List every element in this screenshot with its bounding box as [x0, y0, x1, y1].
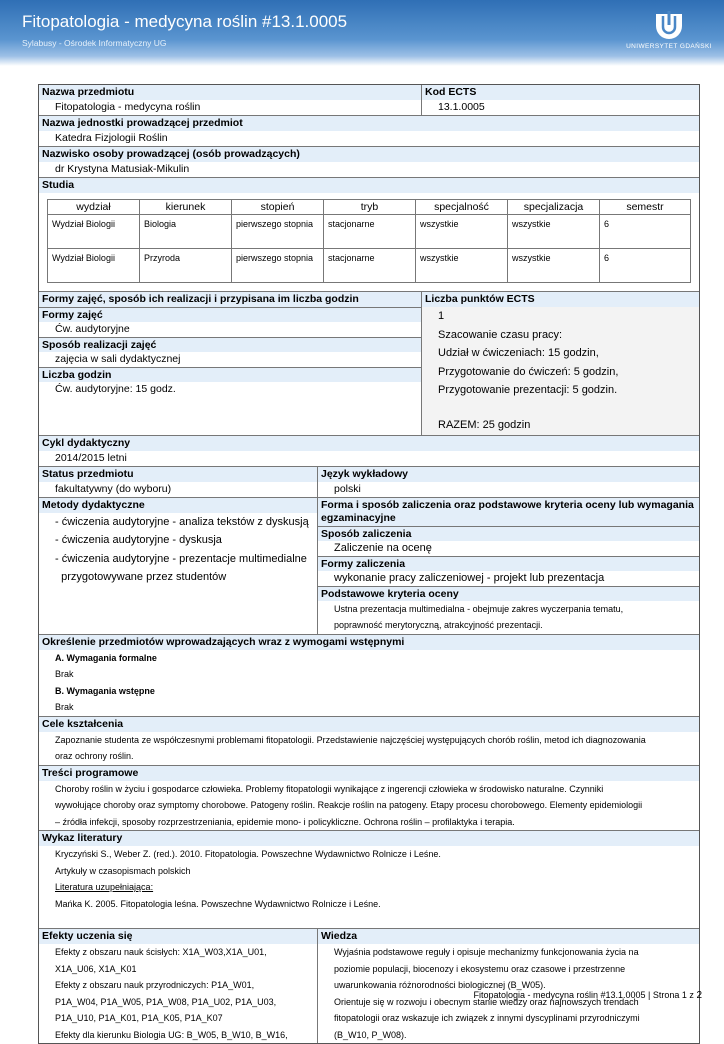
table-cell: Wydział Biologii	[48, 249, 140, 283]
initial-requirements-value: Brak	[55, 702, 74, 712]
contents-label: Treści programowe	[39, 766, 699, 781]
ects-points-line: Udział w ćwiczeniach: 15 godzin,	[438, 347, 599, 359]
total-pages: 2	[696, 990, 702, 1001]
language-value: polski	[334, 482, 361, 495]
contents-line: wywołujące choroby oraz symptomy chorobowe. Patogeny roślin. Reakcje roślin na patogeny. Etapy procesu chorobowego. Elementy epidemiologii	[55, 800, 643, 810]
knowledge-line: poziomie populacji, biocenozy i ekosystemu oraz czasowe i przestrzenne	[334, 963, 626, 974]
knowledge-line: Orientuje się w rozwoju i obecnym stanie wiedzy oraz najnowszych trendach	[334, 996, 639, 1007]
outcomes-line: X1A_U06, X1A_K01	[55, 963, 137, 974]
contents-line: – źródła infekcji, sposoby rozprzestrzeniania, epidemie mono- i policykliczne. Ochrona roślin – profilaktyka i terapia.	[55, 816, 515, 827]
table-cell: pierwszego stopnia	[232, 249, 324, 283]
goals-line: Zapoznanie studenta ze współczesnymi problemami fitopatologii. Przedstawienie najczęściej występujących chorób roślin, metod ich diagnozowania	[55, 734, 646, 745]
goals-label: Cele kształcenia	[39, 717, 699, 732]
teaching-method-item: przygotowywane przez studentów	[55, 571, 227, 583]
teaching-method-item: - ćwiczenia audytoryjne - analiza tekstów z dyskusją	[55, 515, 309, 528]
knowledge-line: fitopatologii oraz wskazuje ich związek z innymi dyscyplinami przyrodniczymi	[334, 1013, 640, 1023]
ects-points-label: Liczba punktów ECTS	[422, 292, 699, 307]
method-label: Sposób realizacji zajęć	[39, 337, 421, 352]
form-value: Ćw. audytoryjne	[55, 323, 130, 335]
studies-table	[47, 199, 691, 283]
status-value: fakultatywny (do wyboru)	[55, 482, 172, 495]
forms-label: Formy zajęć, sposób ich realizacji i przypisana im liczba godzin	[39, 292, 421, 307]
assessment-mode-label: Sposób zaliczenia	[318, 526, 699, 541]
page-header	[0, 0, 724, 66]
literature-item: Artykuły w czasopismach polskich	[55, 865, 191, 876]
column-header: specjalizacja	[508, 200, 600, 215]
prerequisites-label: Określenie przedmiotów wprowadzających wraz z wymogami wstępnymi	[39, 635, 699, 650]
ects-points-line: Przygotowanie prezentacji: 5 godzin.	[438, 384, 618, 396]
hours-label: Liczba godzin	[39, 367, 421, 382]
course-name-label: Nazwa przedmiotu	[39, 85, 421, 100]
assessment-criteria-line: Ustna prezentacja multimedialna - obejmuje zakres wyczerpania tematu,	[334, 603, 624, 614]
literature-label: Wykaz literatury	[39, 831, 699, 846]
column-header: wydział	[48, 200, 140, 215]
column-header: tryb	[324, 200, 416, 215]
literature-item: Kryczyński S., Weber Z. (red.). 2010. Fitopatologia. Powszechne Wydawnictwo Rolnicze i Leśne.	[55, 849, 441, 859]
column-header: specjalność	[416, 200, 508, 215]
table-cell: wszystkie	[416, 249, 508, 283]
table-cell: 6	[600, 215, 691, 249]
table-cell: stacjonarne	[324, 249, 416, 283]
cycle-label: Cykl dydaktyczny	[39, 436, 699, 451]
page-title: Fitopatologia - medycyna roślin #13.1.0005	[22, 12, 348, 31]
ects-points-line	[422, 400, 699, 417]
table-cell: stacjonarne	[324, 215, 416, 249]
table-cell: wszystkie	[416, 215, 508, 249]
knowledge-line: uwarunkowania różnorodności biologicznej (B_W05).	[334, 980, 546, 990]
table-cell: pierwszego stopnia	[232, 215, 324, 249]
form-label: Formy zajęć	[39, 307, 421, 322]
cycle-value: 2014/2015 letni	[55, 451, 127, 464]
lecturer-label: Nazwisko osoby prowadzącej (osób prowadzących)	[39, 147, 699, 162]
footer-text: Fitopatologia - medycyna roślin #13.1.0005 | Strona 1 z	[473, 990, 694, 1000]
studies-label: Studia	[39, 178, 699, 193]
table-row	[48, 249, 691, 283]
assessment-label: Forma i sposób zaliczenia oraz podstawowe kryteria oceny lub wymagania egzaminacyjne	[318, 498, 699, 526]
table-cell: Przyroda	[140, 249, 232, 283]
table-cell: 6	[600, 249, 691, 283]
outcomes-label: Efekty uczenia się	[39, 929, 317, 944]
university-logo	[626, 8, 712, 54]
initial-requirements-label: B. Wymagania wstępne	[55, 685, 155, 696]
method-value: zajęcia w sali dydaktycznej	[55, 353, 181, 365]
outcomes-line: Efekty z obszaru nauk ścisłych: X1A_W03,X1A_U01,	[55, 947, 267, 957]
ects-points-line: Szacowanie czasu pracy:	[438, 328, 563, 341]
knowledge-line: (B_W10, P_W08).	[334, 1029, 407, 1040]
outcomes-line: Efekty dla kierunku Biologia UG: B_W05, B_W10, B_W16,	[55, 1029, 288, 1040]
contents-line: Choroby roślin w życiu i gospodarce człowieka. Problemy fitopatologii wynikające z ingerencji człowieka w środowisko naturalne. Czynniki	[55, 783, 604, 794]
table-cell: wszystkie	[508, 249, 600, 283]
status-label: Status przedmiotu	[39, 467, 317, 482]
ects-code: 13.1.0005	[438, 101, 485, 113]
unit-label: Nazwa jednostki prowadzącej przedmiot	[39, 116, 699, 131]
assessment-forms-value: wykonanie pracy zaliczeniowej - projekt lub prezentacja	[334, 571, 605, 584]
table-cell: wszystkie	[508, 215, 600, 249]
knowledge-line: Wyjaśnia podstawowe reguły i opisuje mechanizmy funkcjonowania życia na	[334, 947, 639, 957]
goals-line: oraz ochrony roślin.	[55, 751, 134, 761]
outcomes-line: Efekty z obszaru nauk przyrodniczych: P1A_W01,	[55, 980, 255, 990]
supplementary-literature-label: Literatura uzupełniająca:	[55, 882, 154, 892]
studies-header-row	[48, 200, 691, 215]
formal-requirements-value: Brak	[55, 669, 74, 679]
table-cell: Biologia	[140, 215, 232, 249]
column-header: semestr	[600, 200, 691, 215]
hours-value: Ćw. audytoryjne: 15 godz.	[55, 383, 176, 395]
page-subtitle: Sylabusy - Ośrodek Informatyczny UG	[22, 38, 167, 48]
column-header: stopień	[232, 200, 324, 215]
page-footer	[473, 990, 702, 1001]
logo-text: UNIWERSYTET GDAŃSKI	[626, 43, 712, 50]
course-row	[39, 85, 699, 115]
table-row	[48, 215, 691, 249]
formal-requirements-label: A. Wymagania formalne	[55, 652, 157, 663]
ects-code-label: Kod ECTS	[422, 85, 699, 100]
literature-item: Mańka K. 2005. Fitopatologia leśna. Powszechne Wydawnictwo Rolnicze i Leśne.	[55, 898, 381, 909]
course-name: Fitopatologia - medycyna roślin	[55, 101, 201, 113]
assessment-mode-value: Zaliczenie na ocenę	[334, 541, 432, 554]
knowledge-label: Wiedza	[318, 929, 699, 944]
assessment-forms-label: Formy zaliczenia	[318, 556, 699, 571]
outcomes-line: P1A_W04, P1A_W05, P1A_W08, P1A_U02, P1A_U03,	[55, 996, 277, 1007]
ects-points-line: Przygotowanie do ćwiczeń: 5 godzin,	[438, 365, 619, 378]
language-label: Język wykładowy	[318, 467, 699, 482]
unit-value: Katedra Fizjologii Roślin	[55, 132, 168, 144]
ects-points-line: 1	[438, 310, 445, 322]
assessment-criteria-line: poprawność merytoryczną, atrakcyjność prezentacji.	[334, 620, 543, 630]
column-header: kierunek	[140, 200, 232, 215]
teaching-method-item: - ćwiczenia audytoryjne - prezentacje multimedialne	[55, 552, 307, 565]
teaching-methods-label: Metody dydaktyczne	[39, 498, 317, 513]
teaching-method-item: - ćwiczenia audytoryjne - dyskusja	[55, 534, 222, 546]
ects-points-total: RAZEM: 25 godzin	[438, 419, 531, 431]
lecturer-value: dr Krystyna Matusiak-Mikulin	[55, 163, 190, 175]
assessment-criteria-label: Podstawowe kryteria oceny	[318, 586, 699, 601]
syllabus-table	[38, 84, 700, 1044]
outcomes-line: P1A_U10, P1A_K01, P1A_K05, P1A_K07	[55, 1013, 223, 1023]
table-cell: Wydział Biologii	[48, 215, 140, 249]
